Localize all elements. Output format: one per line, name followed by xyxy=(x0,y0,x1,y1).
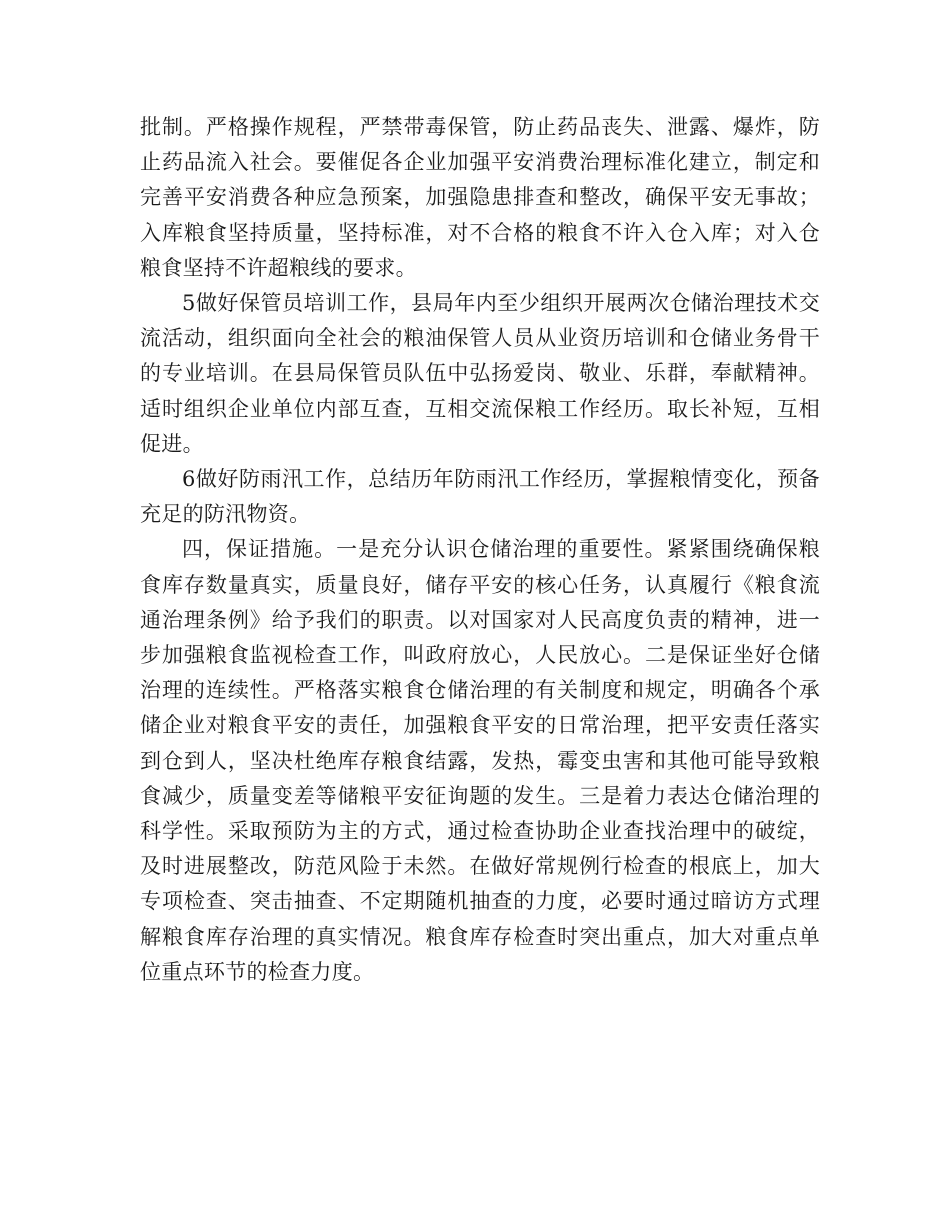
paragraph-item-5-training: 5做好保管员培训工作，县局年内至少组织开展两次仓储治理技术交流活动，组织面向全社会的粮油保管人员从业资历培训和仓储业务骨干的专业培训。在县局保管员队伍中弘扬爱岗、敬业、乐群，奉献精神。适时组织企业单位内部互查，互相交流保粮工作经历。取长补短，互相促进。 xyxy=(140,291,820,456)
paragraph-item-6-flood-prevention: 6做好防雨汛工作，总结历年防雨汛工作经历，掌握粮情变化，预备充足的防汛物资。 xyxy=(140,467,820,527)
paragraph-section-4-measures: 四，保证措施。一是充分认识仓储治理的重要性。紧紧围绕确保粮食库存数量真实，质量良好，储存平安的核心任务，认真履行《粮食流通治理条例》给予我们的职责。以对国家对人民高度负责的精神，进一步加强粮食监视检查工作，叫政府放心，人民放心。二是保证坐好仓储治理的连续性。严格落实粮食仓储治理的有关制度和规定，明确各个承储企业对粮食平安的责任，加强粮食平安的日常治理，把平安责任落实到仓到人，坚决杜绝库存粮食结露，发热，霉变虫害和其他可能导致粮食减少，质量变差等储粮平安征询题的发生。三是着力表达仓储治理的科学性。采取预防为主的方式，通过检查协助企业查找治理中的破绽，及时进展整改，防范风险于未然。在做好常规例行检查的根底上，加大专项检查、突击抽查、不定期随机抽查的力度，必要时通过暗访方式理解粮食库存治理的真实情况。粮食库存检查时突出重点，加大对重点单位重点环节的检查力度。 xyxy=(140,537,820,984)
document-body xyxy=(140,110,820,990)
paragraph-continuation: 批制。严格操作规程，严禁带毒保管，防止药品丧失、泄露、爆炸，防止药品流入社会。要催促各企业加强平安消费治理标准化建立，制定和完善平安消费各种应急预案，加强隐患排查和整改，确保平安无事故；入库粮食坚持质量，坚持标准，对不合格的粮食不许入仓入库；对入仓粮食坚持不许超粮线的要求。 xyxy=(140,115,820,280)
